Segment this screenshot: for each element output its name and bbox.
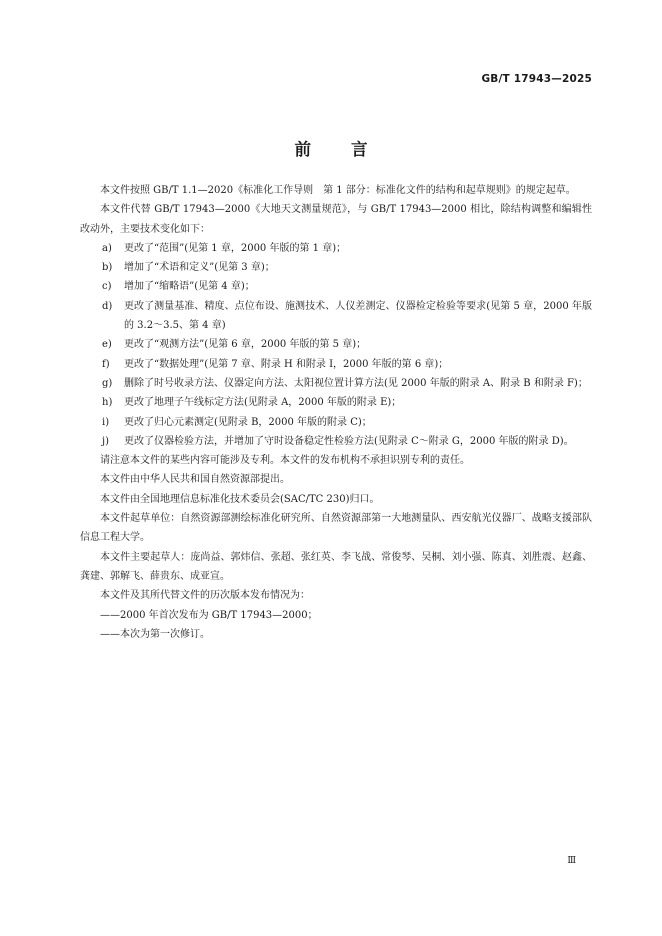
list-item: i) 更改了归心元素测定(见附录 B，2000 年版的附录 C)； bbox=[102, 416, 372, 428]
list-item: f) 更改了“数据处理”(见第 7 章、附录 H 和附录 I，2000 年版的第 6 章)； bbox=[102, 358, 449, 370]
list-item: h) 更改了地理子午线标定方法(见附录 A，2000 年版的附录 E)； bbox=[102, 397, 402, 409]
paragraph-drafting-units: 本文件起草单位：自然资源部测绘标准化研究所、自然资源部第一大地测量队、西安航光仪器厂、战略支援部队信息工程大学。 bbox=[80, 513, 592, 544]
page-number: Ⅲ bbox=[567, 856, 576, 866]
paragraph-history-intro: 本文件及其所代替文件的历次版本发布情况为： bbox=[100, 590, 310, 602]
list-item: b) 增加了“术语和定义”(见第 3 章)； bbox=[102, 262, 275, 274]
list-item: g) 删除了时号收录方法、仪器定向方法、太阳视位置计算方法(见 2000 年版的附录 A、附录 B 和附录 F)； bbox=[102, 377, 588, 389]
list-item: d) 更改了测量基准、精度、点位布设、施测技术、人仪差测定、仪器检定检验等要求(见第 5 章，2000 年版的 3.2～3.5、第 4 章) bbox=[102, 300, 592, 332]
page-title bbox=[0, 136, 662, 160]
history-item: ——本次为第一次修订。 bbox=[100, 628, 210, 640]
changes-list bbox=[80, 239, 592, 451]
paragraph-patent-notice: 请注意本文件的某些内容可能涉及专利。本文件的发布机构不承担识别专利的责任。 bbox=[100, 455, 470, 467]
paragraph-managed-by: 本文件由全国地理信息标准化技术委员会(SAC/TC 230)归口。 bbox=[100, 493, 380, 505]
standard-code: GB/T 17943—2025 bbox=[481, 73, 592, 85]
paragraph-proposed-by: 本文件由中华人民共和国自然资源部提出。 bbox=[100, 474, 290, 486]
paragraph-drafting-rules: 本文件按照 GB/T 1.1—2020《标准化工作导则 第 1 部分：标准化文件的结构和起草规则》的规定起草。 bbox=[100, 185, 576, 196]
history-item: ——2000 年首次发布为 GB/T 17943—2000； bbox=[100, 609, 318, 621]
list-item: a) 更改了“范围”(见第 1 章，2000 年版的第 1 章)； bbox=[102, 242, 347, 254]
foreword-body bbox=[80, 181, 592, 644]
title-char-1: 前 bbox=[294, 140, 311, 159]
list-item: c) 增加了“缩略语”(见第 4 章)； bbox=[102, 281, 255, 293]
paragraph-drafters: 本文件主要起草人：庞尚益、郭炜信、张超、张红英、李飞战、常俊琴、吴桐、刘小强、陈真、刘胜震、赵鑫、龚建、郭解飞、薛贵东、成亚宣。 bbox=[80, 551, 592, 582]
list-item: e) 更改了“观测方法”(见第 6 章，2000 年版的第 5 章)； bbox=[102, 339, 367, 351]
paragraph-replaces: 本文件代替 GB/T 17943—2000《大地天文测量规范》，与 GB/T 17943—2000 相比，除结构调整和编辑性改动外，主要技术变化如下： bbox=[80, 204, 592, 235]
title-char-2: 言 bbox=[351, 140, 368, 159]
list-item: j) 更改了仪器检验方法，并增加了守时设备稳定性检验方法(见附录 C～附录 G，2000 年版的附录 D)。 bbox=[102, 435, 574, 447]
